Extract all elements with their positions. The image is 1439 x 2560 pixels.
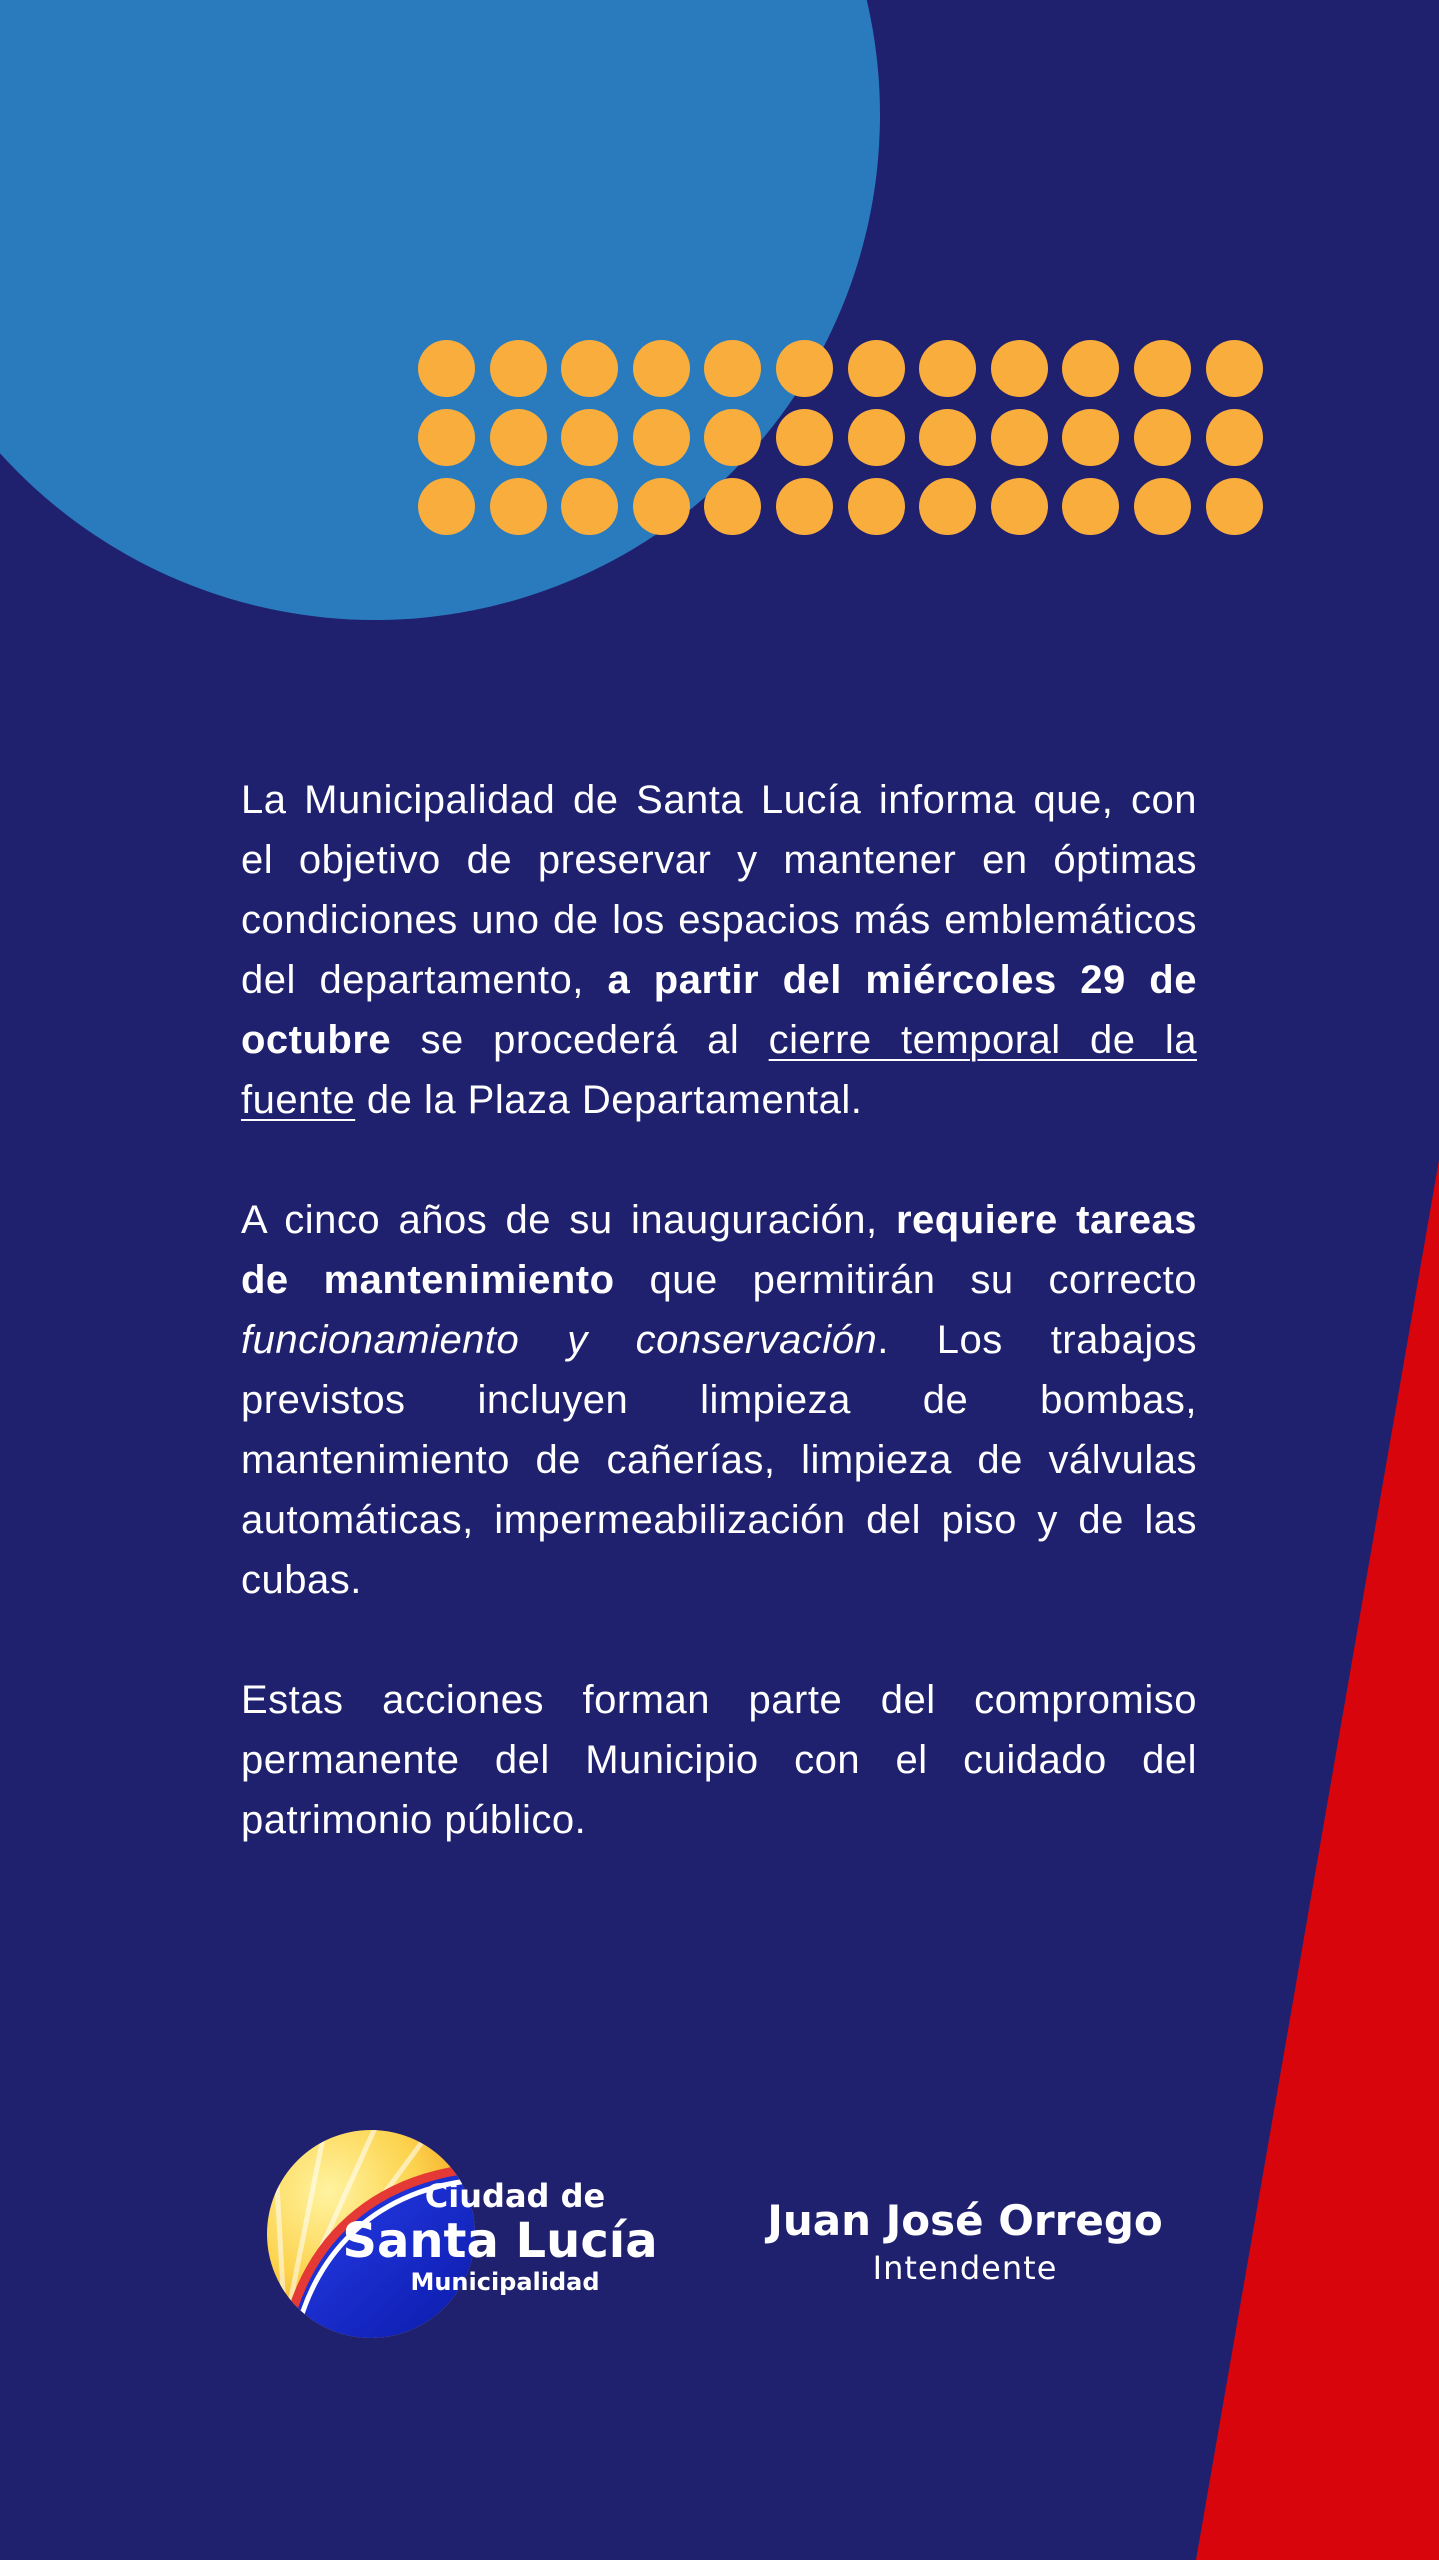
paragraph-2-purpose: funcionamiento y conservación <box>241 1318 878 1362</box>
decorative-dot <box>633 340 690 397</box>
paragraph-2-middle: que permitirán su correcto <box>614 1258 1197 1302</box>
municipality-logo <box>265 2128 675 2340</box>
signature-title: Intendente <box>872 2249 1058 2287</box>
decorative-dot <box>490 340 547 397</box>
decorative-dot <box>561 478 618 535</box>
decorative-dot <box>919 340 976 397</box>
decorative-dot <box>776 340 833 397</box>
paragraph-2-intro: A cinco años de su inauguración, <box>241 1198 896 1242</box>
paragraph-2-requirement: requiere tareas de mantenimiento <box>241 1198 1197 1302</box>
decorative-dot <box>418 340 475 397</box>
announcement-body <box>241 770 1197 1850</box>
red-wedge-shape <box>1196 1160 1439 2560</box>
paragraph-1-date: a partir del miércoles 29 de octubre <box>241 958 1197 1062</box>
logo-line-municipalidad: Municipalidad <box>410 2268 600 2296</box>
paragraph-commitment <box>241 1670 1197 1850</box>
decorative-dot <box>633 409 690 466</box>
decorative-dot <box>848 478 905 535</box>
decorative-dot <box>633 478 690 535</box>
decorative-dot <box>991 478 1048 535</box>
decorative-dot <box>776 409 833 466</box>
paragraph-1-closure: cierre temporal de la fuente <box>241 1018 1197 1122</box>
decorative-dot <box>1062 340 1119 397</box>
paragraph-1-intro: La Municipalidad de Santa Lucía informa que, con el objetivo de preservar y mantener en óptimas condiciones uno de los espacios más emblemáticos del departamento, <box>241 778 1197 1002</box>
paragraph-1-middle: se procederá al <box>391 1018 769 1062</box>
decorative-dot <box>704 409 761 466</box>
paragraph-1-end: de la Plaza Departamental. <box>355 1078 863 1122</box>
decorative-dot <box>490 478 547 535</box>
decorative-dot <box>991 409 1048 466</box>
decorative-dot <box>848 340 905 397</box>
decorative-dot <box>1062 478 1119 535</box>
decorative-dot <box>1134 409 1191 466</box>
decorative-dot <box>1206 409 1263 466</box>
decorative-dot <box>704 340 761 397</box>
decorative-dot <box>1134 478 1191 535</box>
decorative-dot <box>919 478 976 535</box>
decorative-dot <box>776 478 833 535</box>
decorative-dot <box>848 409 905 466</box>
signature-block <box>740 2196 1190 2290</box>
decorative-dot <box>704 478 761 535</box>
paragraph-maintenance-details <box>241 1190 1197 1610</box>
decorative-dot <box>561 340 618 397</box>
decorative-dot <box>1062 409 1119 466</box>
logo-line-ciudad: Ciudad de <box>424 2177 606 2215</box>
decorative-dot <box>1206 478 1263 535</box>
decorative-dot <box>561 409 618 466</box>
logo-wordmark <box>325 2178 675 2296</box>
decorative-dot-grid <box>418 340 1264 536</box>
decorative-dot <box>490 409 547 466</box>
signature-name: Juan José Orrego <box>767 2196 1163 2245</box>
decorative-dot <box>991 340 1048 397</box>
paragraph-closure-notice <box>241 770 1197 1130</box>
decorative-dot <box>418 409 475 466</box>
decorative-dot <box>919 409 976 466</box>
paragraph-3-text: Estas acciones forman parte del compromiso permanente del Municipio con el cuidado del patrimonio público. <box>241 1678 1197 1842</box>
decorative-dot <box>418 478 475 535</box>
paragraph-2-end: . Los trabajos previstos incluyen limpieza de bombas, mantenimiento de cañerías, limpieza de válvulas automáticas, impermeabilización del piso y de las cubas. <box>241 1318 1197 1602</box>
decorative-dot <box>1134 340 1191 397</box>
logo-line-santa-lucia: Santa Lucía <box>342 2213 658 2269</box>
decorative-dot <box>1206 340 1263 397</box>
